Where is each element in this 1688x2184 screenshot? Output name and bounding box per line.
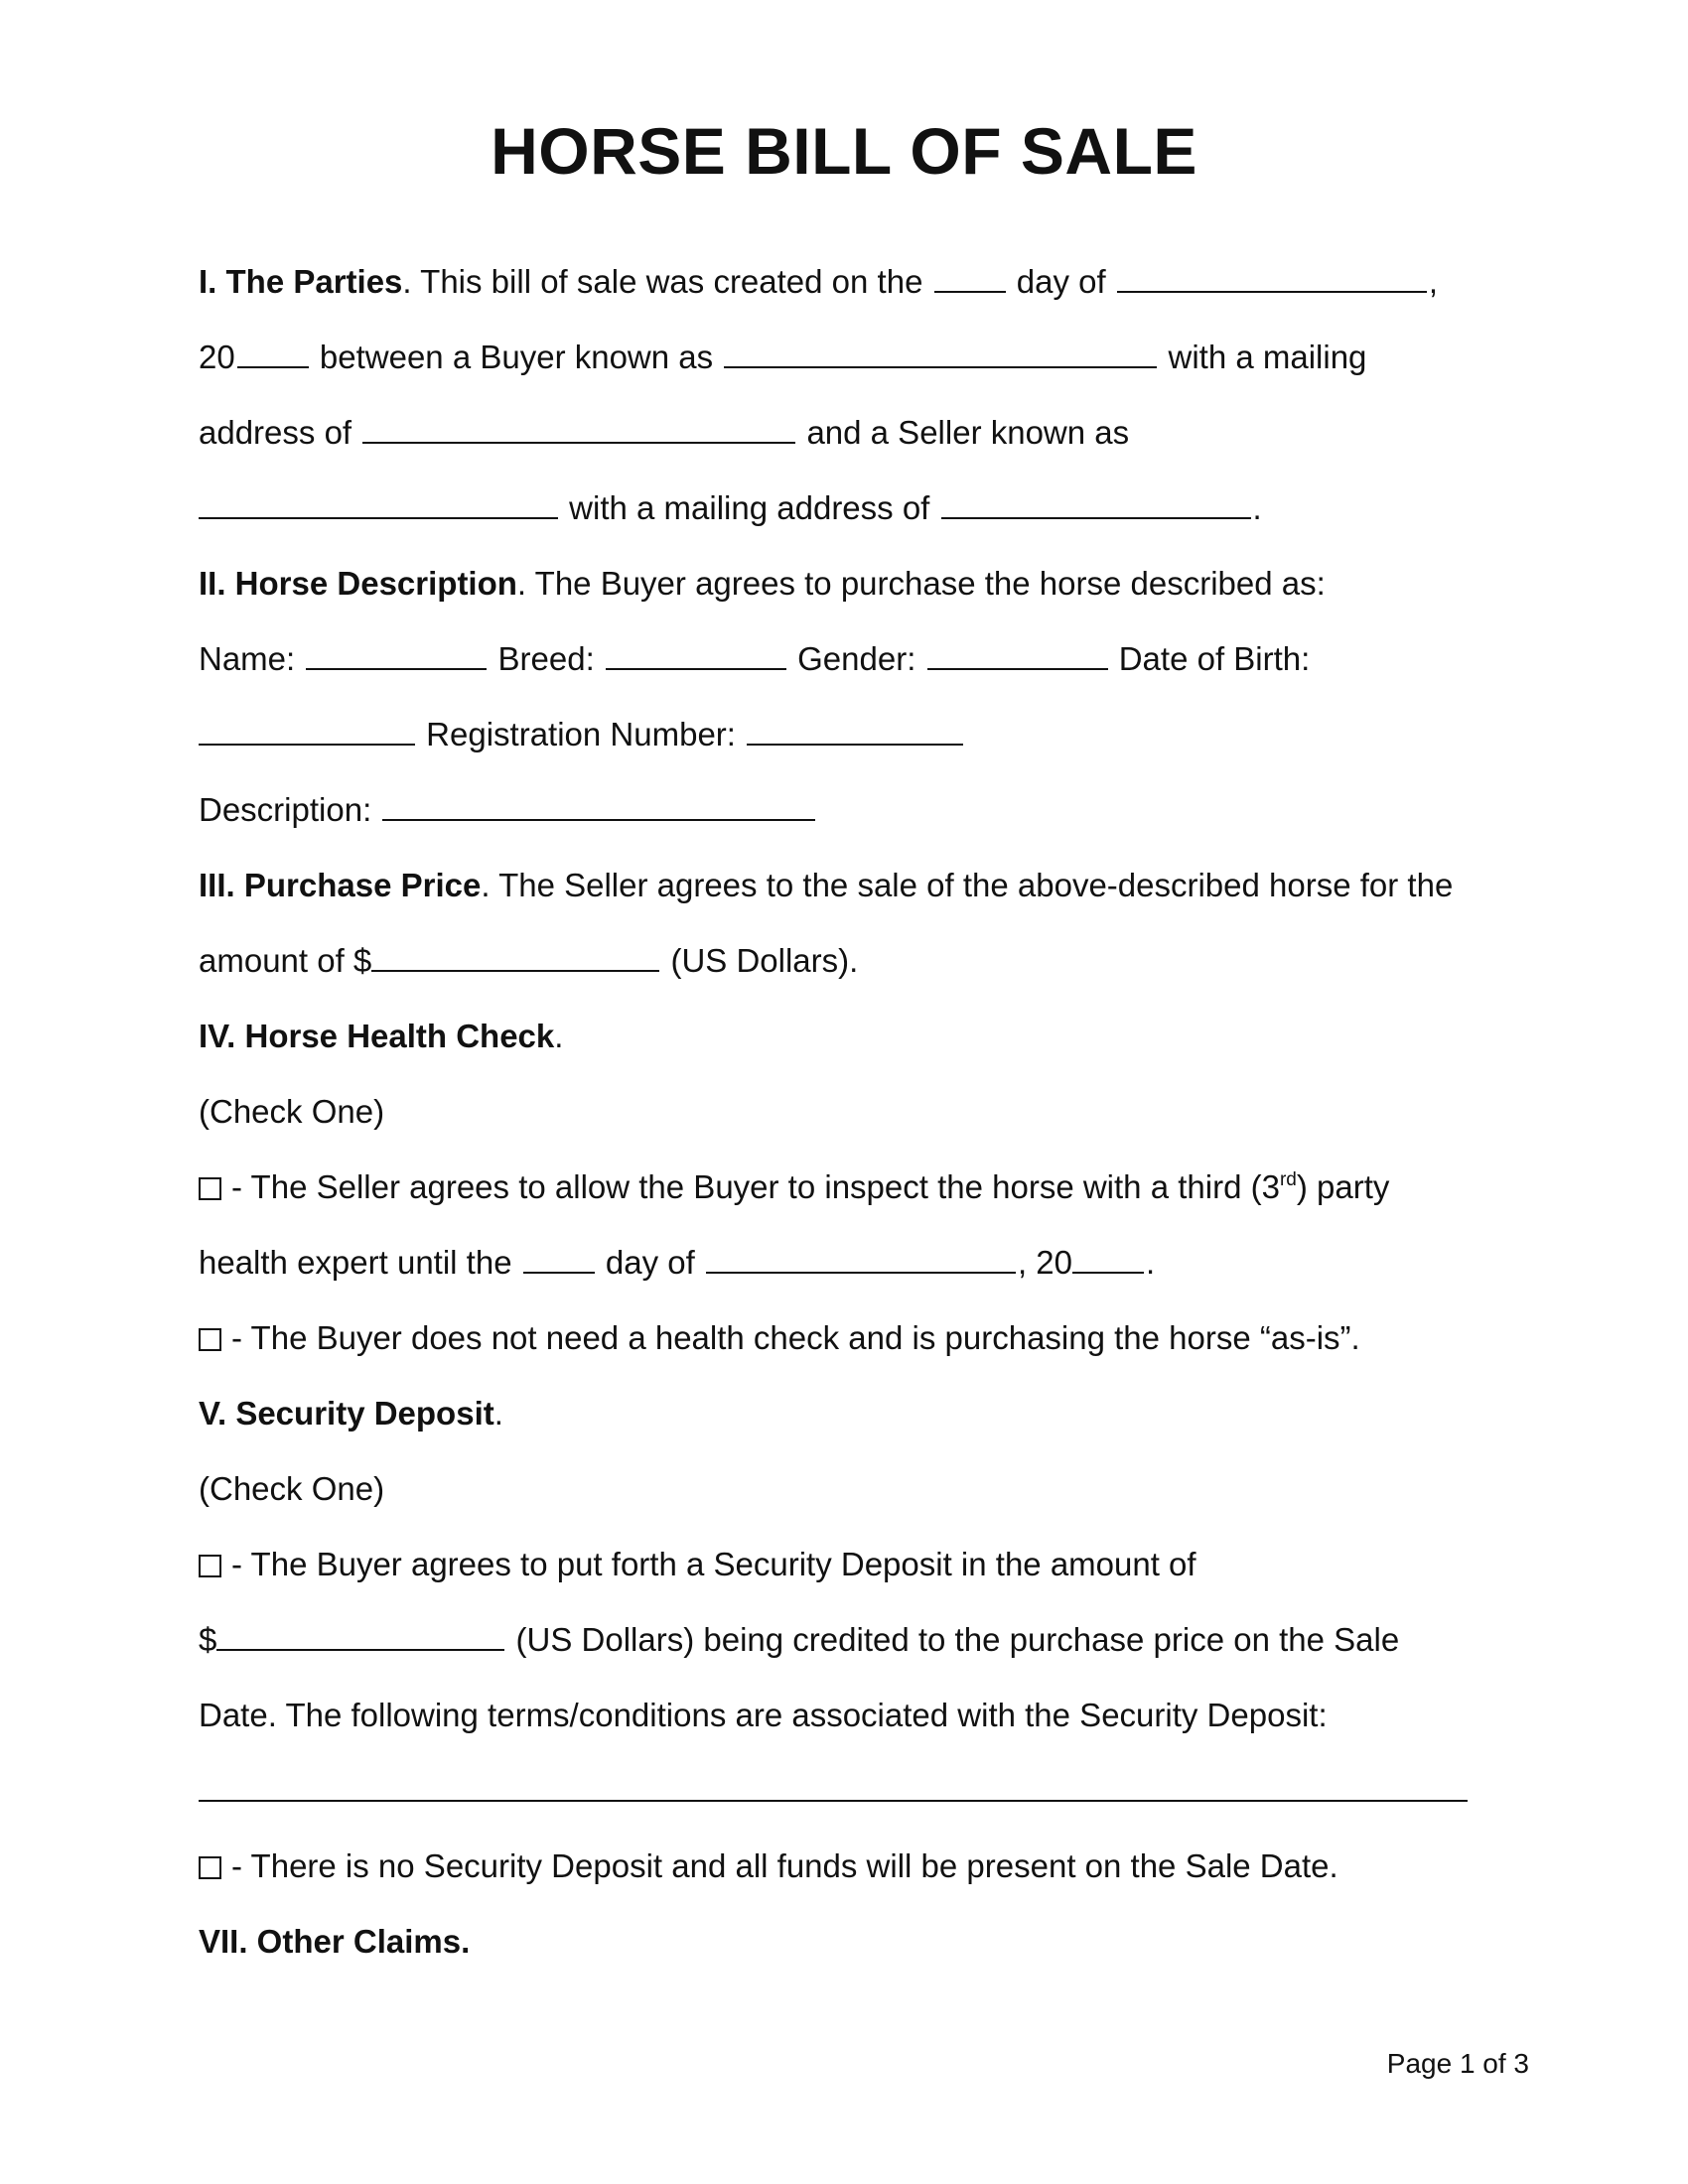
horse-breed-field[interactable] — [606, 642, 786, 670]
horse-breed-label: Breed: — [497, 640, 595, 677]
health-text: ) party — [1296, 1168, 1390, 1205]
health-check-one: (Check One) — [199, 1093, 385, 1130]
health-text: . — [1146, 1244, 1156, 1281]
horse-line-2 — [199, 639, 1529, 679]
deposit-text: . — [493, 1395, 503, 1432]
inspect-day-field[interactable] — [523, 1246, 595, 1274]
horse-description-field[interactable] — [382, 793, 815, 821]
parties-text: and a Seller known as — [806, 414, 1130, 451]
document-title: HORSE BILL OF SALE — [491, 114, 1197, 188]
horse-name-field[interactable] — [306, 642, 487, 670]
parties-text: day of — [1016, 263, 1106, 300]
health-text: - The Seller agrees to allow the Buyer to inspect the horse with a third (3 — [231, 1168, 1280, 1205]
parties-text: address of — [199, 414, 352, 451]
horse-dob-field[interactable] — [199, 718, 415, 746]
parties-line-2 — [199, 338, 1529, 377]
buyer-address-field[interactable] — [362, 416, 795, 444]
seller-name-field[interactable] — [199, 491, 558, 519]
parties-text: , — [1428, 263, 1439, 300]
inspect-year-field[interactable] — [1072, 1246, 1144, 1274]
horse-line-4 — [199, 790, 1529, 830]
purchase-price-field[interactable] — [371, 944, 659, 972]
horse-gender-field[interactable] — [927, 642, 1108, 670]
health-inspect-checkbox[interactable] — [199, 1177, 221, 1200]
health-option-1-cont — [199, 1243, 1529, 1283]
inspect-month-field[interactable] — [706, 1246, 1016, 1274]
price-line-2 — [199, 941, 1529, 981]
deposit-option-1 — [199, 1545, 1529, 1584]
deposit-option-1-cont — [199, 1620, 1529, 1660]
horse-registration-label: Registration Number: — [426, 716, 736, 752]
horse-dob-label: Date of Birth: — [1118, 640, 1311, 677]
horse-gender-label: Gender: — [797, 640, 916, 677]
page-number: Page 1 of 3 — [1386, 2048, 1529, 2079]
parties-line-3 — [199, 413, 1529, 453]
health-superscript: rd — [1279, 1169, 1297, 1190]
deposit-option-2 — [199, 1846, 1529, 1886]
deposit-terms-line — [199, 1771, 1529, 1811]
health-text: - The Buyer does not need a health check and is purchasing the horse “as-is”. — [231, 1319, 1360, 1356]
health-option-1 — [199, 1167, 1529, 1207]
parties-text: between a Buyer known as — [319, 339, 714, 375]
deposit-text: (US Dollars) being credited to the purchase price on the Sale — [515, 1621, 1400, 1658]
price-text: amount of $ — [199, 942, 372, 979]
parties-text: 20 — [199, 339, 235, 375]
deposit-option-1-cont-2: Date. The following terms/conditions are associated with the Security Deposit: — [199, 1697, 1328, 1733]
deposit-text: $ — [199, 1621, 217, 1658]
health-text: . — [554, 1018, 564, 1054]
claims-heading: VII. Other Claims. — [199, 1923, 471, 1960]
deposit-none-checkbox[interactable] — [199, 1856, 221, 1879]
created-year-field[interactable] — [237, 341, 309, 368]
health-heading-line — [199, 1017, 1529, 1056]
health-text: , 20 — [1017, 1244, 1073, 1281]
deposit-yes-checkbox[interactable] — [199, 1555, 221, 1577]
parties-text: . — [1252, 489, 1262, 526]
health-option-2 — [199, 1318, 1529, 1358]
horse-heading: II. Horse Description — [199, 565, 517, 602]
parties-heading: I. The Parties — [199, 263, 403, 300]
parties-text: with a mailing address of — [569, 489, 930, 526]
parties-line-4 — [199, 488, 1529, 528]
buyer-name-field[interactable] — [724, 341, 1157, 368]
parties-text: with a mailing — [1168, 339, 1367, 375]
price-heading: III. Purchase Price — [199, 867, 482, 903]
health-text: day of — [605, 1244, 695, 1281]
claims-heading-line — [199, 1922, 1529, 1962]
deposit-amount-field[interactable] — [216, 1623, 504, 1651]
horse-line-3 — [199, 715, 1529, 754]
deposit-text: - There is no Security Deposit and all funds will be present on the Sale Date. — [231, 1847, 1338, 1884]
horse-description-label: Description: — [199, 791, 372, 828]
seller-address-field[interactable] — [941, 491, 1251, 519]
deposit-heading: V. Security Deposit — [199, 1395, 494, 1432]
deposit-text: - The Buyer agrees to put forth a Security Deposit in the amount of — [231, 1546, 1196, 1582]
price-text: . The Seller agrees to the sale of the above-described horse for the — [481, 867, 1454, 903]
horse-registration-field[interactable] — [747, 718, 963, 746]
price-text: (US Dollars). — [670, 942, 859, 979]
deposit-terms-field[interactable] — [199, 1774, 1468, 1802]
price-line-1 — [199, 866, 1529, 905]
parties-line-1 — [199, 262, 1529, 302]
horse-line-1 — [199, 564, 1529, 604]
created-day-field[interactable] — [934, 265, 1006, 293]
health-heading: IV. Horse Health Check — [199, 1018, 555, 1054]
health-text: health expert until the — [199, 1244, 512, 1281]
horse-name-label: Name: — [199, 640, 296, 677]
parties-text: . This bill of sale was created on the — [402, 263, 923, 300]
health-as-is-checkbox[interactable] — [199, 1328, 221, 1351]
created-month-field[interactable] — [1117, 265, 1427, 293]
deposit-check-one: (Check One) — [199, 1470, 385, 1507]
horse-text: . The Buyer agrees to purchase the horse described as: — [516, 565, 1326, 602]
deposit-heading-line — [199, 1394, 1529, 1433]
